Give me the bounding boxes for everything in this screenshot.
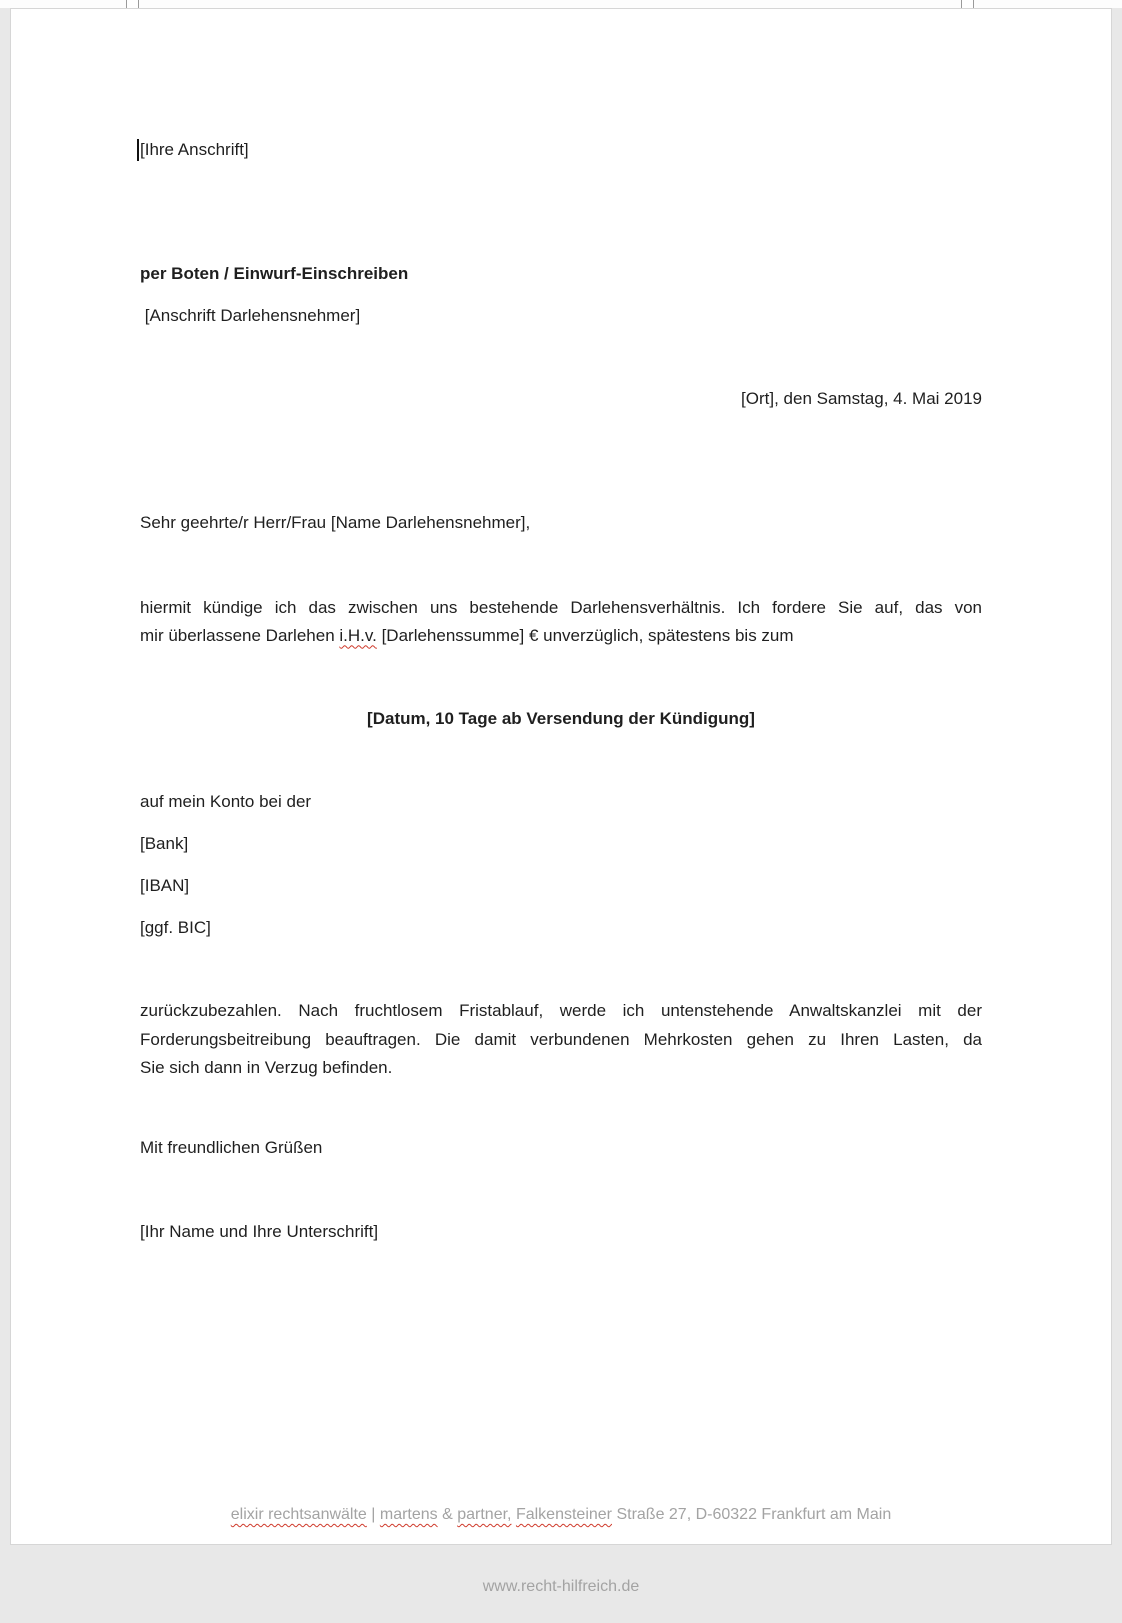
body2-line3: Sie sich dann in Verzug befinden. bbox=[140, 1058, 393, 1077]
body1-line2-pre: mir überlassene Darlehen bbox=[140, 625, 340, 645]
footer-sep-1: | bbox=[366, 1506, 380, 1523]
footer-word-falkensteiner: Falkensteiner bbox=[515, 1506, 612, 1523]
bank-placeholder-line: [Bank] bbox=[140, 834, 189, 853]
body-paragraph-2 bbox=[140, 997, 982, 1083]
body1-line2 bbox=[140, 622, 982, 650]
closing-line: Mit freundlichen Grüßen bbox=[140, 1138, 323, 1157]
footer-street-city: Straße 27, D-60322 Frankfurt am Main bbox=[612, 1506, 892, 1523]
sender-address-placeholder: [Ihre Anschrift] bbox=[140, 140, 249, 159]
body1-line2-post: [Darlehenssumme] € unverzüglich, spätestens bis zum bbox=[376, 625, 794, 645]
account-intro-line: auf mein Konto bei der bbox=[140, 792, 312, 811]
deadline-placeholder-line: [Datum, 10 Tage ab Versendung der Kündigung] bbox=[367, 709, 755, 728]
footer-word-martens: martens bbox=[379, 1506, 438, 1523]
bic-placeholder-line: [ggf. BIC] bbox=[140, 918, 211, 937]
iban-placeholder-line: [IBAN] bbox=[140, 876, 190, 895]
spellcheck-word-ihv: i.H.v. bbox=[339, 625, 377, 645]
footer-website: www.recht-hilfreich.de bbox=[482, 1578, 640, 1595]
footer-word-partner: partner, bbox=[457, 1506, 512, 1523]
body2-line2: Forderungsbeitreibung beauftragen. Die damit verbundenen Mehrkosten gehen zu Ihren Lasten, da bbox=[140, 1029, 982, 1049]
document-page[interactable] bbox=[10, 8, 1112, 1545]
delivery-method-line: per Boten / Einwurf-Einschreiben bbox=[140, 264, 409, 283]
footer-firm-name: elixir rechtsanwälte bbox=[230, 1506, 367, 1523]
text-cursor bbox=[137, 139, 139, 161]
window-top-strip bbox=[0, 0, 1122, 8]
place-date-line: [Ort], den Samstag, 4. Mai 2019 bbox=[741, 389, 982, 408]
body1-line1: hiermit kündige ich das zwischen uns bestehende Darlehensverhältnis. Ich fordere Sie auf, das von bbox=[140, 598, 982, 617]
body2-line1: zurückzubezahlen. Nach fruchtlosem Fristablauf, werde ich untenstehende Anwaltskanzlei mit der bbox=[140, 1001, 982, 1020]
salutation-line: Sehr geehrte/r Herr/Frau [Name Darlehensnehmer], bbox=[140, 513, 531, 532]
footer-sep-2: & bbox=[437, 1506, 458, 1523]
signature-placeholder-line: [Ihr Name und Ihre Unterschrift] bbox=[140, 1222, 379, 1241]
body-paragraph-1 bbox=[140, 594, 982, 649]
page-footer bbox=[10, 1455, 1112, 1623]
recipient-address-placeholder: [Anschrift Darlehensnehmer] bbox=[140, 306, 361, 325]
footer-address-line bbox=[10, 1503, 1112, 1527]
